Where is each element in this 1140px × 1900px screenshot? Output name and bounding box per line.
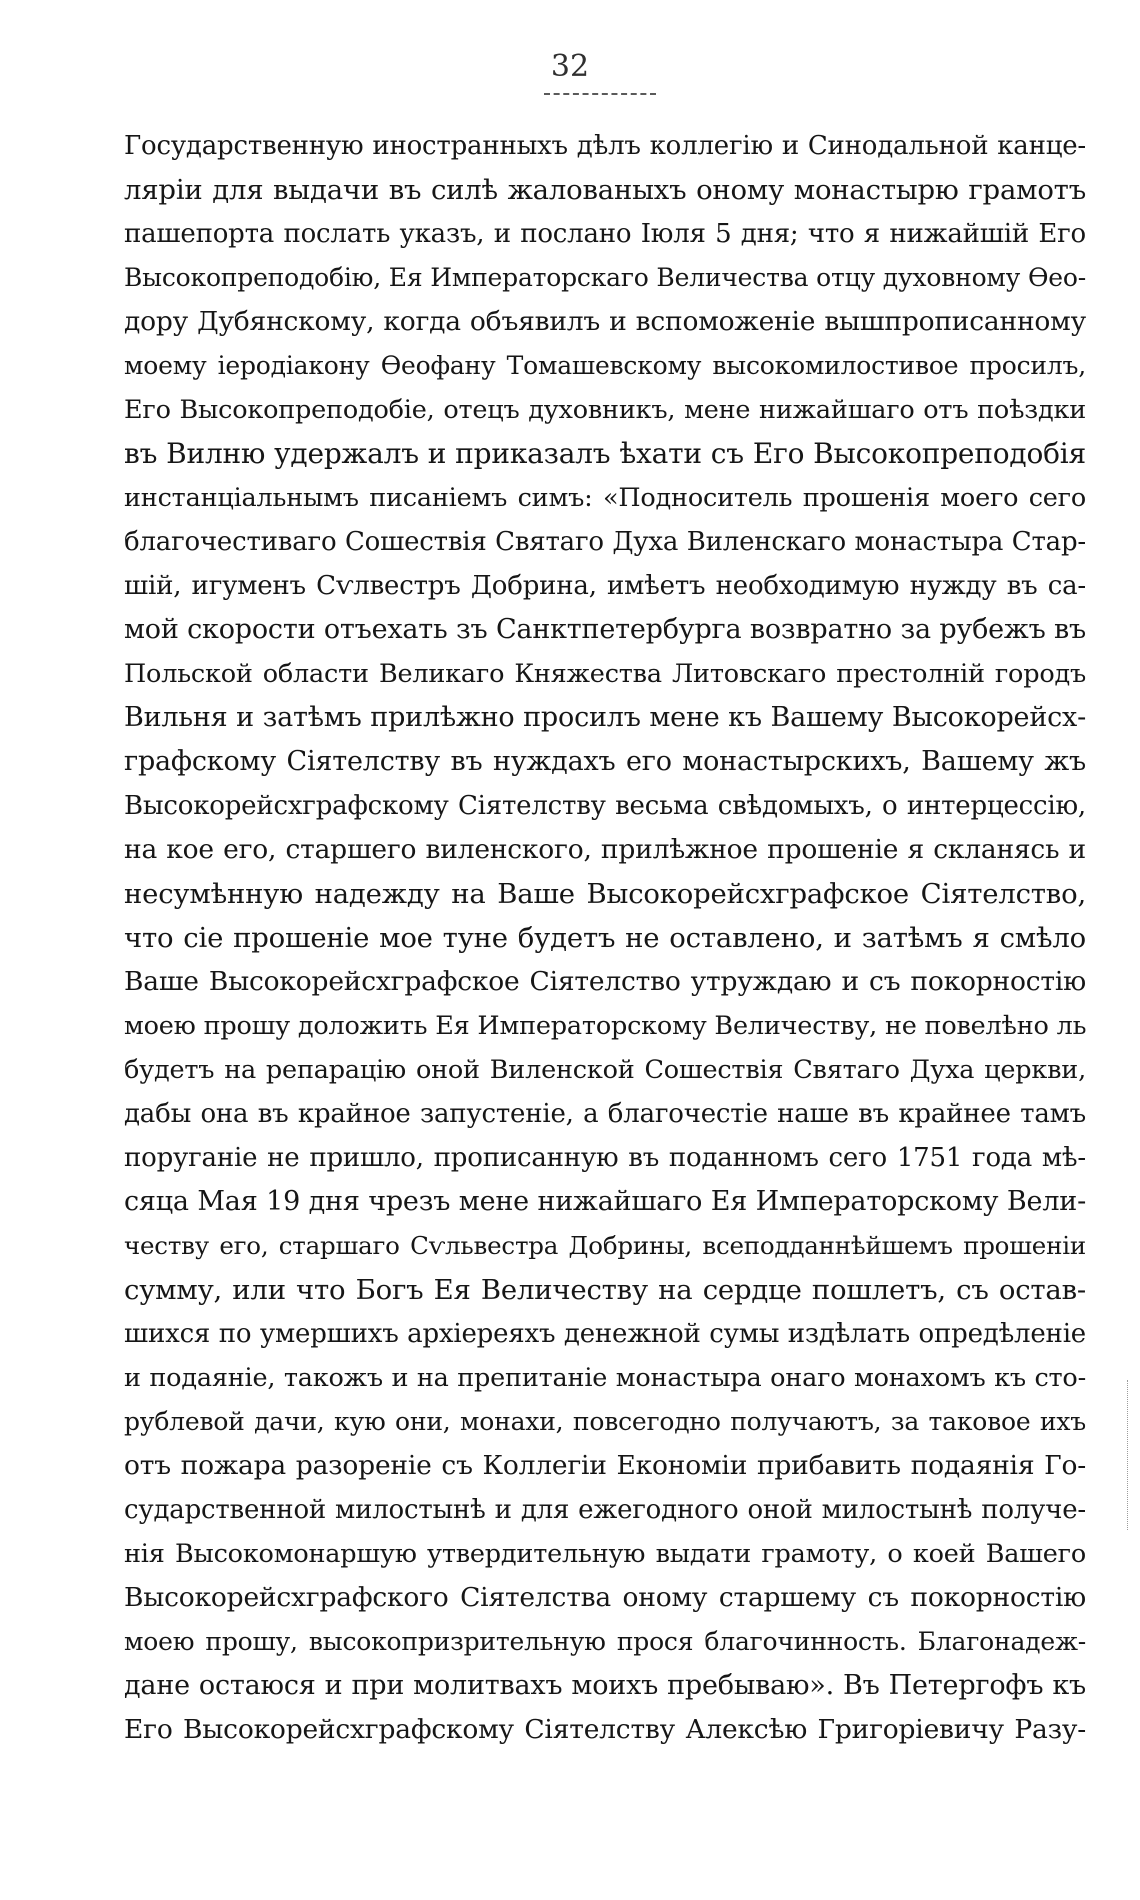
text-line-33: нія Высокомонаршую утвердительную выдати грамоту, о коей Вашего	[124, 1539, 1086, 1569]
text-line-2: ляріи для выдачи въ силѣ жалованыхъ оному монастырю грамотъ	[124, 174, 1086, 206]
body-text	[124, 124, 1086, 1752]
text-line-15: графскому Сіятелству въ нуждахъ его монастырскихъ, Вашему жъ	[124, 746, 1086, 777]
text-line-8: въ Вилню удержалъ и приказалъ ѣхати съ Его Высокопреподобія	[124, 437, 1086, 470]
text-line-17: на кое его, старшего виленского, прилѣжное прошеніе я скланясь и	[124, 834, 1086, 865]
text-line-24: поруганіе не пришло, прописанную въ поданномъ сего 1751 года мѣ-	[124, 1143, 1086, 1173]
text-line-35: моею прошу, высокопризрительную прося благочинность. Благонадеж-	[124, 1627, 1086, 1656]
text-line-32: сударственной милостынѣ и для ежегодного оной милостынѣ получе-	[124, 1495, 1086, 1525]
text-line-23: дабы она въ крайное запустеніе, а благочестіе наше въ крайнее тамъ	[124, 1099, 1086, 1129]
text-line-7: Его Высокопреподобіе, отецъ духовникъ, мене нижайшаго отъ поѣздки	[124, 395, 1086, 425]
text-line-28: шихся по умершихъ архіереяхъ денежной сумы издѣлать опредѣленіе	[124, 1319, 1086, 1349]
text-line-6: моему іеродіакону Ѳеофану Томашевскому высокомилостивое просилъ,	[124, 351, 1086, 380]
text-line-31: отъ пожара разореніе съ Коллегіи Економіи прибавить подаянія Го-	[124, 1450, 1086, 1481]
text-line-9: инстанціальнымъ писаніемъ симъ: «Подноситель прошенія моего сего	[124, 483, 1086, 513]
text-line-12: мой скорости отъехать зъ Санктпетербурга возвратно за рубежъ въ	[124, 614, 1086, 645]
text-line-26: честву его, старшаго Сѵльвестра Добрины, всеподданнѣйшемъ прошеніи	[124, 1231, 1086, 1260]
text-line-22: будетъ на репарацію оной Виленской Сошествія Святаго Духа церкви,	[124, 1055, 1086, 1085]
text-line-30: рублевой дачи, кую они, монахи, повсегодно получаютъ, за таковое ихъ	[124, 1407, 1086, 1436]
text-line-1: Государственную иностранныхъ дѣлъ коллегію и Синодальной канце-	[124, 131, 1086, 161]
text-line-14: Вильня и затѣмъ прилѣжно просилъ мене къ Вашему Высокорейсх-	[124, 702, 1086, 733]
text-line-16: Высокорейсхграфскому Сіятелству весьма свѣдомыхъ, о интерцессію,	[124, 791, 1086, 821]
scan-edge-mark	[1127, 1380, 1128, 1530]
text-line-4: Высокопреподобію, Ея Императорскаго Величества отцу духовному Ѳео-	[124, 263, 1086, 292]
text-line-5: дору Дубянскому, когда объявилъ и вспоможеніе вышпрописанному	[124, 306, 1086, 337]
text-line-11: шій, игуменъ Сѵлвестръ Добрина, имѣетъ необходимую нужду въ са-	[124, 571, 1086, 601]
text-line-25: сяца Мая 19 дня чрезъ мене нижайшаго Ея Императорскому Вели-	[124, 1186, 1086, 1217]
page-number-rule	[544, 93, 656, 95]
text-line-10: благочестиваго Сошествія Святаго Духа Виленскаго монастыра Стар-	[124, 527, 1086, 557]
text-line-3: пашепорта послать указъ, и послано Іюля 5 дня; что я нижайшій Его	[124, 219, 1086, 249]
text-line-18: несумѣнную надежду на Ваше Высокорейсхграфское Сіятелство,	[124, 878, 1086, 910]
text-line-20: Ваше Высокорейсхграфское Сіятелство утруждаю и съ покорностію	[124, 966, 1086, 997]
text-line-13: Польской области Великаго Княжества Литовскаго престолній городъ	[124, 659, 1086, 689]
text-line-27: сумму, или что Богъ Ея Величеству на сердце пошлетъ, съ остав-	[124, 1274, 1086, 1306]
text-line-37: Его Высокорейсхграфскому Сіятелству Алексѣю Григоріевичу Разу-	[124, 1714, 1086, 1745]
text-line-19: что сіе прошеніе мое туне будетъ не оставлено, и затѣмъ я смѣло	[124, 922, 1086, 954]
text-line-36: дане остаюся и при молитвахъ моихъ пребываю». Въ Петергофъ къ	[124, 1670, 1086, 1701]
text-line-21: моею прошу доложить Ея Императорскому Величеству, не повелѣно ль	[124, 1011, 1087, 1041]
text-line-29: и подаяніе, такожъ и на препитаніе монастыра онаго монахомъ къ сто-	[124, 1363, 1086, 1393]
text-line-34: Высокорейсхграфского Сіятелства оному старшему съ покорностію	[124, 1582, 1086, 1613]
page-number: 32	[550, 49, 590, 84]
